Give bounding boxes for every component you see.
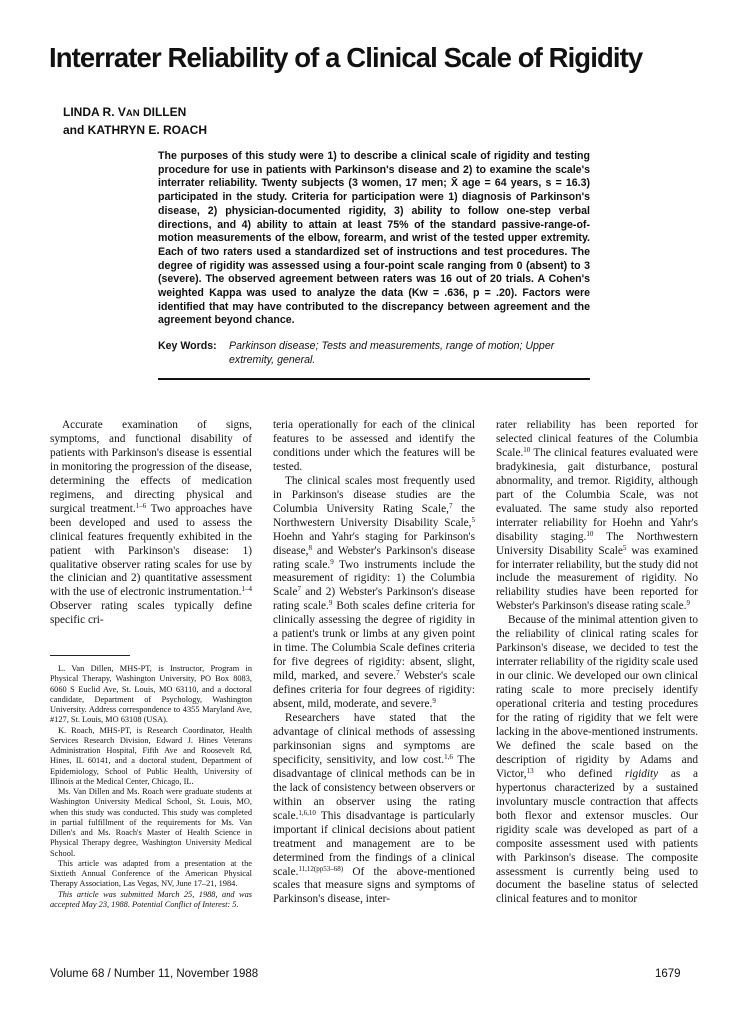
reference-citation: 11,12(pp53–68)	[298, 864, 344, 873]
author-2: and KATHRYN E. ROACH	[63, 123, 207, 137]
footnote-submission: This article was submitted March 25, 1988, and was accepted May 23, 1988. Potential Conflict of Interest: 5.	[50, 889, 252, 909]
paragraph: Because of the minimal attention given to the reliability of clinical rating scales for Parkinson's disease, we decided to test the interrater reliability of the rigidity scale used in our clinic. We developed our own clinical rating scale to more precisely identify operational criteria and testing procedures for the rating of rigidity that we felt were lacking in the above-mentioned instruments. We defined the scale based on the description of rigidity by Adams and Victor,$^{13}$ who defined rigidity as a hypertonus characterized by a sustained involuntary muscle contraction that affects both flexor and extensor muscles. Our rigidity scale was developed as part of a composite assessment used with patients with Parkinson's disease. The composite assessment is currently being used to document the baseline status of selected clinical features and to monitor	[496, 614, 699, 906]
reference-citation: 13	[526, 766, 534, 775]
body-column-2	[273, 419, 475, 907]
reference-citation: 10	[586, 529, 594, 538]
paragraph: Researchers have stated that the advantage of clinical methods of assessing parkinsonian signs and symptoms are specificity, sensitivity, and low cost.$^{1,6}$ The disadvantage of clinical methods can be in the lack of consistency between observers or within an observer using the rating scale.$^{1,6,10}$ This disadvantage is particularly important if clinical decisions about patient treatment and management are to be determined from the findings of a clinical scale.$^{11,12(pp53-68)}$ Of the above-mentioned scales that measure signs and symptoms of Parkinson's disease, inter-	[273, 712, 476, 906]
reference-citation: 7	[396, 669, 400, 678]
reference-citation: 1,6,10	[298, 808, 316, 817]
footnote-roach: K. Roach, MHS-PT, is Research Coordinator, Health Services Research Division, Edward J. Hines Veterans Administration Hospital, Fifth Ave and Roosevelt Rd, Hines, IL 60141, and a doctoral student, Department of Epidemiology, School of Public Health, University of Illinois at the Medical Center, Chicago, IL.	[50, 725, 252, 786]
reference-citation: 10	[523, 445, 531, 454]
page-number: 1679	[655, 968, 681, 980]
footnote-van-dillen: L. Van Dillen, MHS-PT, is Instructor, Program in Physical Therapy, Washington University, PO Box 8083, 6060 S Euclid Ave, St. Louis, MO 63110, and a doctoral candidate, Department of Psychology, Washington University. Address correspondence to 4355 Maryland Ave, #127, St. Louis, MO 63108 (USA).	[50, 664, 252, 725]
author-list	[63, 104, 207, 139]
paragraph: Accurate examination of signs, symptoms, and functional disability of patients with Parkinson's disease is essential in monitoring the progression of the disease, determining the effects of medication regimens, and directing physical and surgical treatment.$^{1-6}$ Two approaches have been developed and used to assess the clinical features frequently exhibited in the patient with Parkinson's disease: 1) qualitative observer rating scales for use by the clinician and 2) quantitative assessment with the use of electronic instrumentation.$^{1-4}$ Observer rating scales typically define specific cri-	[50, 419, 252, 627]
reference-citation: 1–4	[241, 585, 252, 594]
keywords-label: Key Words:	[158, 340, 217, 352]
reference-citation: 7	[448, 501, 453, 510]
reference-citation: 8	[308, 543, 312, 552]
abstract: The purposes of this study were 1) to describe a clinical scale of rigidity and testing procedure for use in patients with Parkinson's disease and 2) to examine the scale's interrater reliability. Twenty subjects (3 women, 17 men; X̄ age = 64 years, s = 16.3) participated in the study. Criteria for participation were 1) diagnosis of Parkinson's disease, 2) physician-documented rigidity, 3) ability to follow one-step verbal directions, and 4) ability to attain at least 75% of the standard passive-range-of-motion measurements of the elbow, forearm, and wrist of the tested upper extremity. Each of two raters used a standardized set of instructions and test procedures. The degree of rigidity was assessed using a four-point scale ranging from 0 (absent) to 3 (severe). The observed agreement between raters was 16 out of 20 trials. A Cohen's weighted Kappa was used to analyze the data (Kw = .636, p = .20). Factors were identified that may have contributed to the discrepancy between agreement and the agreement beyond chance.	[158, 150, 590, 327]
reference-citation: 9	[686, 599, 690, 608]
keywords	[158, 340, 590, 367]
reference-citation: 9	[330, 557, 334, 566]
footnote-study-note: Ms. Van Dillen and Ms. Roach were graduate students at Washington University Medical School, St. Louis, MO, when this study was conducted. This study was completed in partial fulfillment of the requirements for Ms. Van Dillen's and Ms. Roach's Master of Health Science in Physical Therapy degree, Washington University Medical School.	[50, 787, 252, 858]
reference-citation: 9	[328, 599, 333, 608]
reference-citation: 1,6	[444, 752, 453, 761]
paragraph: The clinical scales most frequently used in Parkinson's disease studies are the Columbia University Rating Scale,$^7$ the Northwestern University Disability Scale,$^5$ Hoehn and Yahr's staging for Parkinson's disease,$^8$ and Webster's Parkinson's disease rating scale.$^9$ Two instruments include the measurement of rigidity: 1) the Columbia Scale$^7$ and 2) Webster's Parkinson's disease rating scale.$^9$ Both scales define criteria for clinically assessing the degree of rigidity in a patient's trunk or limbs at any given point in time. The Columbia Scale defines criteria for five degrees of rigidity: absent, slight, mild, marked, and severe.$^7$ Webster's scale defines criteria for four degrees of rigidity: absent, mild, moderate, and severe.$^9$	[273, 474, 476, 711]
article-title: Interrater Reliability of a Clinical Scale of Rigidity	[49, 42, 643, 73]
body-column-3	[496, 419, 698, 907]
emphasis: rigidity	[624, 767, 659, 780]
reference-citation: 1–6	[135, 501, 147, 510]
reference-citation: 7	[297, 585, 301, 594]
author-1: LINDA R. VAN DILLEN	[63, 105, 187, 119]
reference-citation: 9	[432, 697, 436, 706]
footnote-presentation: This article was adapted from a presentation at the Sixtieth Annual Conference of the American Physical Therapy Association, Las Vegas, NV, June 17–21, 1984.	[50, 858, 252, 889]
keywords-text: Parkinson disease; Tests and measurements, range of motion; Upper extremity, general.	[229, 340, 555, 366]
paragraph: teria operationally for each of the clinical features to be assessed and identify the conditions under which the features will be tested.	[273, 419, 475, 473]
reference-citation: 5	[622, 543, 627, 552]
footnote-divider	[50, 655, 130, 656]
body-column-1	[50, 419, 252, 628]
journal-issue: Volume 68 / Number 11, November 1988	[50, 968, 259, 980]
reference-citation: 5	[471, 515, 475, 524]
author-footnotes	[50, 664, 252, 910]
paragraph: rater reliability has been reported for selected clinical features of the Columbia Scale.$^{10}$ The clinical features evaluated were bradykinesia, gait disturbance, postural abnormality, and tremor. Rigidity, although part of the Columbia Scale, was not evaluated. The same study also reported interrater reliability for Hoehn and Yahr's disability staging.$^{10}$ The Northwestern University Disability Scale$^5$ was examined for interrater reliability, but the study did not include the measurement of rigidity. No reliability studies have been reported for Webster's Parkinson's disease rating scale.$^9$	[496, 419, 698, 613]
abstract-divider	[158, 378, 590, 380]
